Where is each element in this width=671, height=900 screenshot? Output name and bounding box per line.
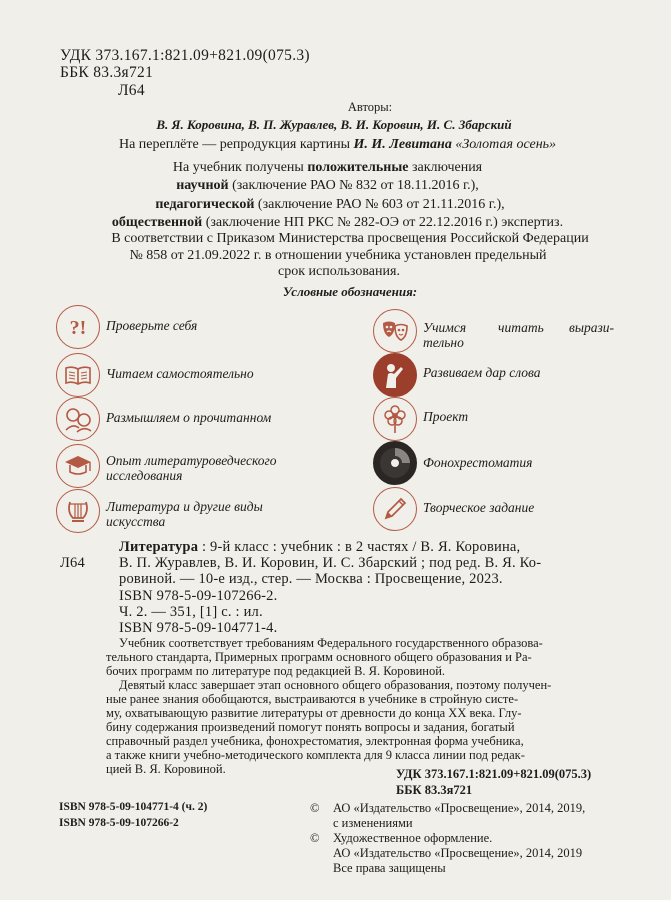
- book-title: Литература: [119, 539, 199, 555]
- conclusions-text: (заключение РАО № 832 от 18.11.2016 г.),: [228, 178, 479, 193]
- conclusions-bold: педагогической: [155, 197, 255, 212]
- conclusions-text: На учебник получены: [172, 160, 308, 175]
- biblio-code: Л64: [60, 555, 85, 571]
- conclusions-line-4: [0, 215, 671, 231]
- biblio-line-2: В. П. Журавлев, В. И. Коровин, И. С. Збарский ; под ред. В. Я. Ко-: [119, 555, 542, 571]
- udk-code: УДК 373.167.1:821.09+821.09(075.3): [60, 47, 310, 64]
- legend-label-creative: Творческое задание: [423, 500, 535, 515]
- legend-label-project: Проект: [423, 409, 469, 424]
- svg-text:?!: ?!: [69, 317, 87, 339]
- legend-label-reflect: Размышляем о прочитанном: [106, 410, 272, 425]
- order-line-3: срок использования.: [278, 264, 400, 279]
- conclusions-bold: положительные: [307, 160, 409, 175]
- biblio-isbn-part: ISBN 978-5-09-104771-4.: [119, 620, 278, 636]
- annotation-p2-line-2: ные ранее знания обобщаются, выстраиваются в учебнике в стройную систе-: [106, 692, 519, 706]
- thinking-heads-icon: [56, 397, 100, 441]
- annotation-p2-line-4: бину содержания произведений помогут понять вопросы и задания, богатый: [106, 720, 515, 734]
- annotation-p2-line-1: Девятый класс завершает этап основного общего образования, поэтому получен-: [119, 678, 552, 692]
- conclusions-line-1: [0, 160, 655, 176]
- authors-names: В. Я. Коровина, В. П. Журавлев, В. И. Коровин, И. С. Збарский: [156, 117, 512, 132]
- order-line-1: В соответствии с Приказом Министерства просвещения Российской Федерации: [111, 231, 589, 246]
- biblio-line-3: ровиной. — 10-е изд., стер. — Москва : Просвещение, 2023.: [119, 571, 503, 587]
- biblio-line-1: [119, 539, 520, 556]
- conclusions-line-2: [0, 178, 655, 194]
- flower-icon: [373, 397, 417, 441]
- cd-disc-icon: [373, 441, 417, 485]
- bottom-bbk: ББК 83.3я721: [396, 783, 473, 797]
- annotation-p2-line-3: му, охватывающую развитие литературы от древности до конца XX века. Глу-: [106, 706, 522, 720]
- biblio-parts: Ч. 2. — 351, [1] с. : ил.: [119, 604, 263, 620]
- annotation-p2-line-7: цией В. Я. Коровиной.: [106, 762, 226, 776]
- lyre-icon: [56, 489, 100, 533]
- conclusions-bold: научной: [176, 178, 229, 193]
- bottom-udk: УДК 373.167.1:821.09+821.09(075.3): [396, 767, 592, 781]
- legend-label-read-independently: Читаем самостоятельно: [106, 366, 254, 381]
- annotation-p2-line-6: а также книги учебно-методического комплекта для 9 класса линии под редак-: [106, 748, 525, 762]
- legend-label-arts-2: искусства: [106, 514, 166, 529]
- copyright-2-line-1: Художественное оформление.: [333, 831, 493, 845]
- legend-label-expressive-2: читать: [498, 320, 544, 335]
- cover-note: [0, 137, 671, 153]
- legend-label-expressive-3: вырази-: [569, 320, 615, 335]
- conclusions-text: заключения: [408, 160, 483, 175]
- legend-label-arts-1: Литература и другие виды: [106, 499, 263, 514]
- copyright-rights: Все права защищены: [333, 861, 446, 875]
- cover-title: «Золотая осень»: [455, 137, 557, 152]
- conclusions-text: (заключение РАО № 603 от 21.11.2016 г.),: [254, 197, 505, 212]
- pencil-icon: [373, 487, 417, 531]
- annotation-p1-line-1: Учебник соответствует требованиям Федерального государственного образова-: [119, 636, 543, 650]
- isbn-set: ISBN 978-5-09-107266-2: [59, 817, 179, 829]
- annotation-p1-line-3: бочих программ по литературе под редакцией В. Я. Коровиной.: [106, 664, 446, 678]
- isbn-part-2: ISBN 978-5-09-104771-4 (ч. 2): [59, 801, 208, 813]
- author-code: Л64: [118, 82, 145, 99]
- theatre-masks-icon: [373, 309, 417, 353]
- copyright-1-line-1: АО «Издательство «Просвещение», 2014, 2019,: [333, 801, 586, 815]
- cover-prefix: На переплёте — репродукция картины: [118, 137, 354, 152]
- legend-label-expressive-4: тельно: [423, 335, 464, 350]
- legend-label-check-yourself: Проверьте себя: [106, 318, 198, 333]
- legend-label-phonochrestomathy: Фонохрестоматия: [423, 455, 533, 470]
- copyright-symbol-2: ©: [310, 831, 320, 845]
- biblio-text: : 9-й класс : учебник : в 2 частях / В. Я. Коровина,: [198, 539, 521, 555]
- legend-label-speech: Развиваем дар слова: [423, 365, 541, 380]
- legend-title: Условные обозначения:: [282, 284, 418, 299]
- order-line-2: № 858 от 21.09.2022 г. в отношении учебника установлен предельный: [129, 248, 547, 263]
- orator-icon: [373, 353, 417, 397]
- copyright-symbol-1: ©: [310, 801, 320, 815]
- conclusions-line-3: [0, 197, 660, 213]
- cover-painter: И. И. Левитана: [353, 137, 452, 152]
- open-book-icon: [56, 353, 100, 397]
- copyright-2-line-2: АО «Издательство «Просвещение», 2014, 2019: [333, 846, 583, 860]
- annotation-p2-line-5: справочный раздел учебника, фонохрестоматия, электронная форма учебника,: [106, 734, 524, 748]
- question-exclamation-icon: [56, 305, 100, 349]
- annotation-p1-line-2: тельного стандарта, Примерных программ основного общего образования и Ра-: [106, 650, 532, 664]
- biblio-isbn-main: ISBN 978-5-09-107266-2.: [119, 588, 278, 604]
- legend-label-expressive-1: Учимся: [423, 320, 467, 335]
- copyright-1-line-2: с изменениями: [333, 816, 413, 830]
- legend-label-research-1: Опыт литературоведческого: [106, 453, 277, 468]
- graduation-cap-icon: [56, 444, 100, 488]
- bbk-code: ББК 83.3я721: [60, 64, 154, 81]
- legend-label-research-2: исследования: [106, 468, 183, 483]
- authors-label: Авторы:: [347, 100, 393, 114]
- conclusions-text: (заключение НП РКС № 282-ОЭ от 22.12.2016 г.) экспертиз.: [202, 215, 564, 230]
- conclusions-bold: общественной: [111, 215, 203, 230]
